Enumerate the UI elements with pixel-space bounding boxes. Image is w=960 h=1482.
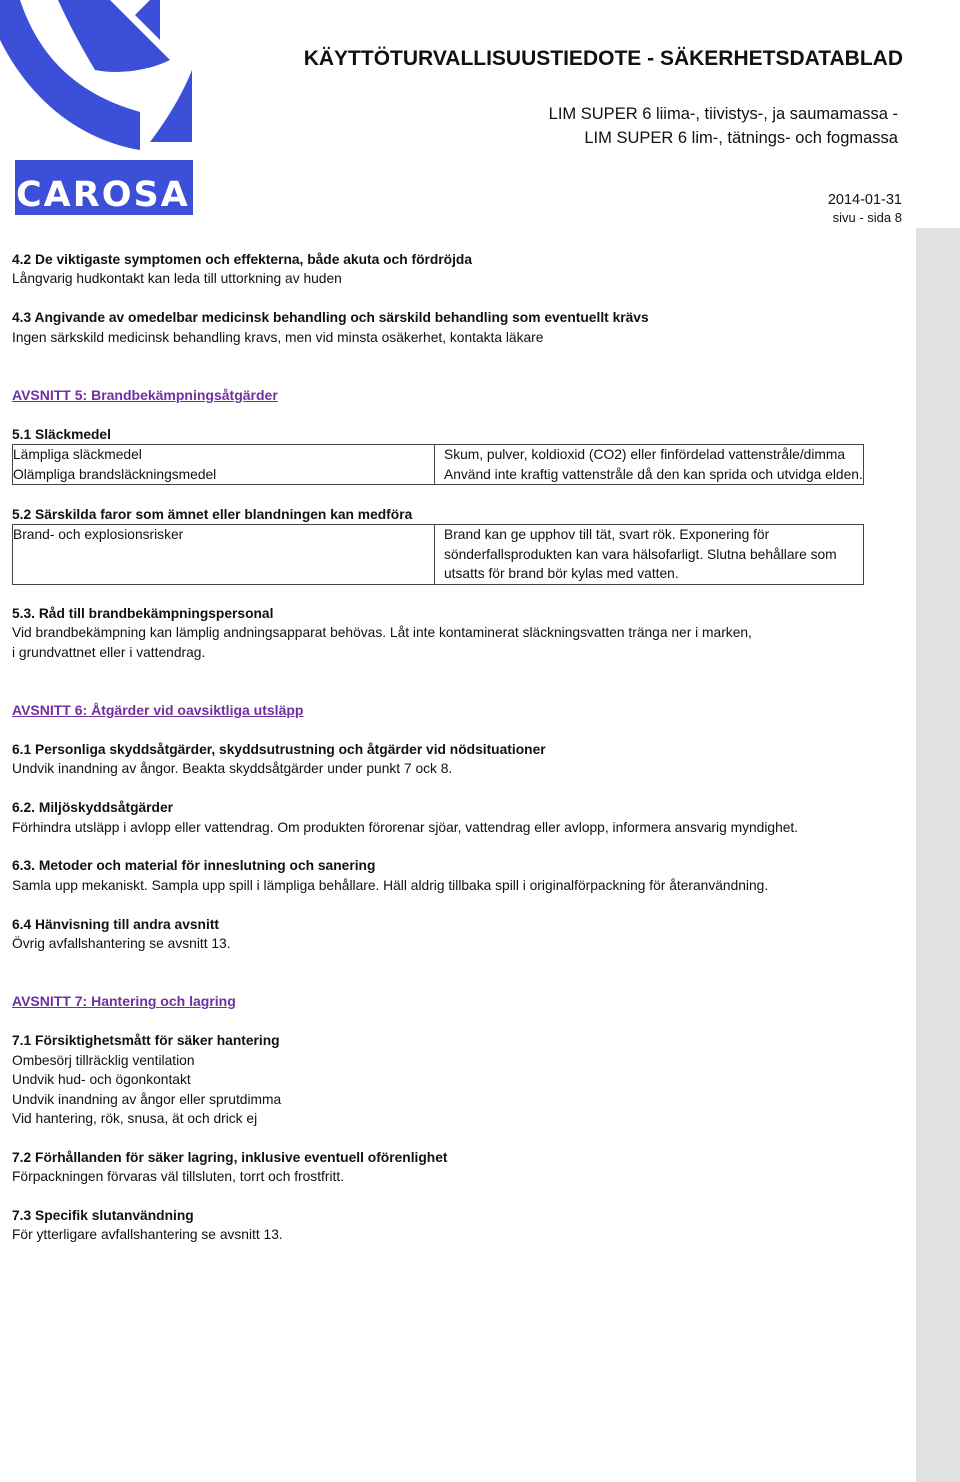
page-number: sivu - sida 8 xyxy=(832,210,902,225)
table-row xyxy=(13,525,864,584)
unsuitable-media-value: Använd inte kraftig vattenstråle då den kan sprida och utvidga elden. xyxy=(435,465,864,485)
text-6-3: Samla upp mekaniskt. Sampla upp spill i lämpliga behållare. Häll aldrig tillbaka spill i originalförpackning för återanvändning. xyxy=(12,877,769,893)
header-meta xyxy=(828,191,902,227)
section-5-title: AVSNITT 5: Brandbekämpningsåtgärder xyxy=(12,387,278,404)
special-hazards-table xyxy=(12,524,864,584)
extinguishing-media-table xyxy=(12,444,864,485)
heading-7-2: 7.2 Förhållanden för säker lagring, inklusive eventuell oförenlighet xyxy=(12,1149,448,1165)
section-6-title: AVSNITT 6: Åtgärder vid oavsiktliga utsläpp xyxy=(12,702,304,719)
list-item: Vid hantering, rök, snusa, ät och drick ej xyxy=(12,1110,258,1126)
heading-6-4: 6.4 Hänvisning till andra avsnitt xyxy=(12,916,220,932)
text-4-3: Ingen särkskild medicinsk behandling kravs, men vid minsta osäkerhet, kontakta läkare xyxy=(12,329,544,345)
list-item: Ombesörj tillräcklig ventilation xyxy=(12,1052,195,1068)
heading-6-2: 6.2. Miljöskyddsåtgärder xyxy=(12,800,174,816)
heading-7-1: 7.1 Försiktighetsmått för säker hantering xyxy=(12,1033,280,1049)
text-7-2: Förpackningen förvaras väl tillsluten, torrt och frostfritt. xyxy=(12,1169,345,1185)
text-5-3-line2: i grundvattnet eller i vattendrag. xyxy=(12,644,206,660)
heading-5-1: 5.1 Släckmedel xyxy=(12,426,111,442)
logo-wordmark: CAROSA xyxy=(16,175,190,215)
heading-5-2: 5.2 Särskilda faror som ämnet eller blandningen kan medföra xyxy=(12,507,413,523)
table-row xyxy=(13,445,864,465)
product-name xyxy=(549,102,898,150)
list-item: Undvik hud- och ögonkontakt xyxy=(12,1072,191,1088)
text-6-1: Undvik inandning av ångor. Beakta skyddsåtgärder under punkt 7 ock 8. xyxy=(12,761,453,777)
text-6-2: Förhindra utsläpp i avlopp eller vattendrag. Om produkten förorenar sjöar, vattendrag eller avlopp, informera ansvarig myndighet. xyxy=(12,819,799,835)
product-line-fi: LIM SUPER 6 liima-, tiivistys-, ja saumamassa - xyxy=(548,105,898,123)
suitable-media-value: Skum, pulver, koldioxid (CO2) eller finfördelad vattenstråle/dimma xyxy=(435,445,864,465)
heading-7-3: 7.3 Specifik slutanvändning xyxy=(12,1207,194,1223)
hazard-value: Brand kan ge upphov till tät, svart rök. Exponering för sönderfallsprodukten kan vara hälsofarligt. Slutna behållare som utsatts för brand bör kylas med vatten. xyxy=(435,525,864,584)
document-date: 2014-01-31 xyxy=(827,192,902,208)
table-row xyxy=(13,465,864,485)
text-6-4: Övrig avfallshantering se avsnitt 13. xyxy=(12,936,231,952)
document-title: KÄYTTÖTURVALLISUUSTIEDOTE - SÄKERHETSDATABLAD xyxy=(303,47,903,70)
heading-6-1: 6.1 Personliga skyddsåtgärder, skyddsutrustning och åtgärder vid nödsituationer xyxy=(12,742,546,758)
heading-4-2: 4.2 De viktigaste symptomen och effekterna, både akuta och fördröjda xyxy=(12,252,473,267)
side-strip xyxy=(916,228,960,1482)
product-line-sv: LIM SUPER 6 lim-, tätnings- och fogmassa xyxy=(584,129,898,147)
text-4-2: Långvarig hudkontakt kan leda till uttorkning av huden xyxy=(12,271,342,287)
heading-6-3: 6.3. Metoder och material för inneslutning och sanering xyxy=(12,858,376,874)
heading-5-3: 5.3. Råd till brandbekämpningspersonal xyxy=(12,606,274,622)
heading-4-3: 4.3 Angivande av omedelbar medicinsk behandling och särskild behandling som eventuellt krävs xyxy=(12,310,649,326)
unsuitable-media-label: Olämpliga brandsläckningsmedel xyxy=(13,466,217,482)
hazard-label: Brand- och explosionsrisker xyxy=(13,527,184,543)
text-7-3: För ytterligare avfallshantering se avsnitt 13. xyxy=(12,1227,283,1243)
document-body xyxy=(12,250,902,1245)
section-7-title: AVSNITT 7: Hantering och lagring xyxy=(12,993,236,1010)
text-5-3-line1: Vid brandbekämpning kan lämplig andningsapparat behövas. Låt inte kontaminerat släckningsvatten tränga ner i marken, xyxy=(12,625,752,641)
suitable-media-label: Lämpliga släckmedel xyxy=(13,447,142,463)
list-item: Undvik inandning av ångor eller sprutdimma xyxy=(12,1091,282,1107)
company-logo xyxy=(0,0,200,218)
